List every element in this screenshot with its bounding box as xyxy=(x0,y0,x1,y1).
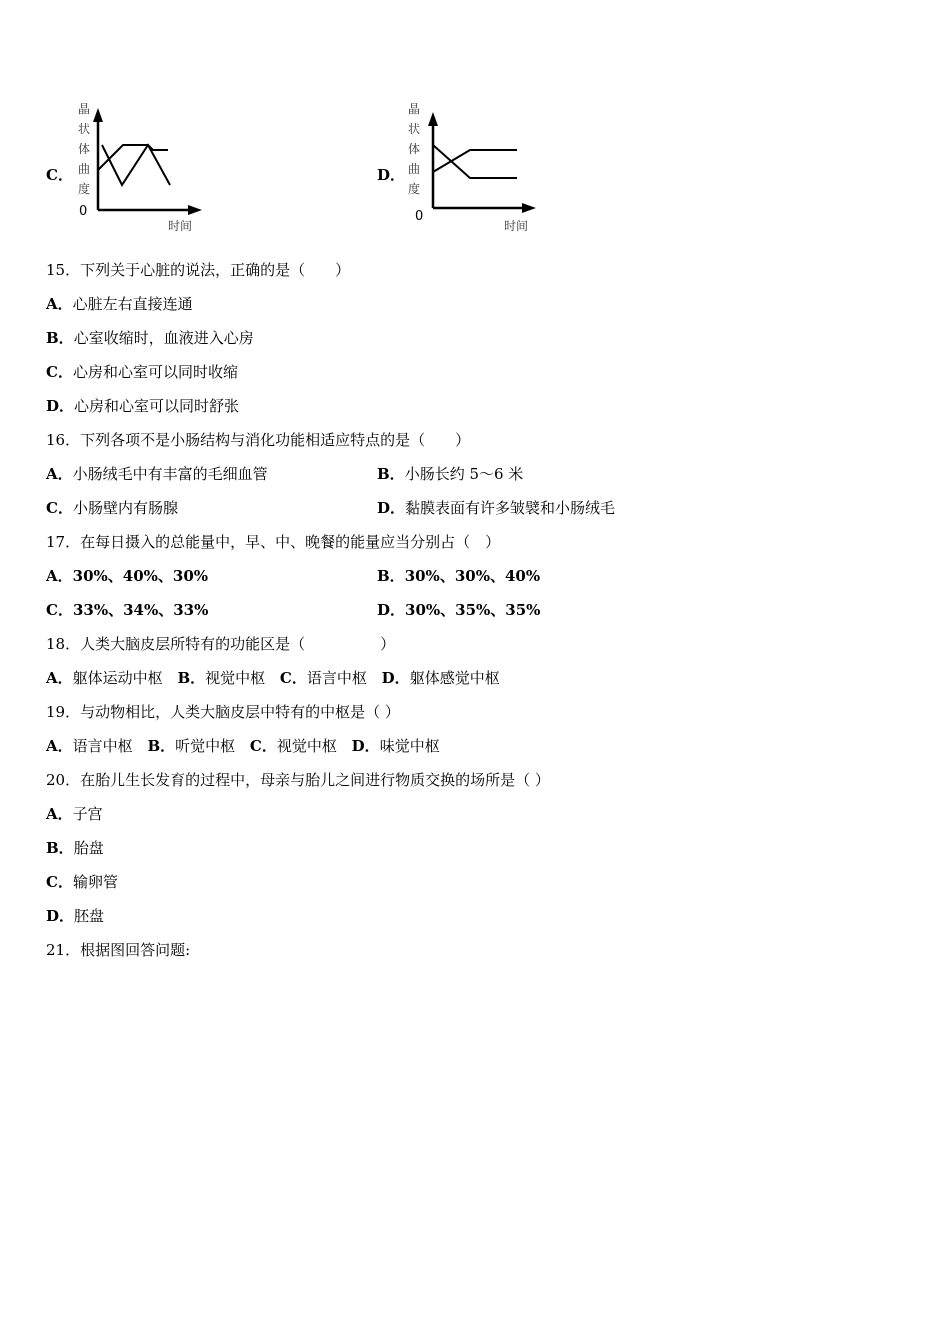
graph-d-origin: 0 xyxy=(415,209,424,224)
q19-option-b-letter: B． xyxy=(147,737,176,755)
q19-options-row xyxy=(46,736,440,756)
q16-option-a[interactable] xyxy=(46,464,268,484)
q16-option-b-letter: B． xyxy=(377,465,405,483)
q20-option-d-text: 胚盘 xyxy=(74,907,105,925)
option-d-label[interactable]: D． xyxy=(377,166,406,184)
q17-option-c[interactable] xyxy=(46,600,208,620)
q16-option-d-letter: D． xyxy=(377,499,406,517)
graph-d-ylabel-4: 曲 xyxy=(408,162,421,176)
q15-option-d[interactable] xyxy=(46,396,239,416)
q20-option-a-text: 子宫 xyxy=(72,805,103,823)
question-15-stem: 15．下列关于心脏的说法，正确的是（ ） xyxy=(46,261,351,279)
q17-option-b-letter: B． xyxy=(377,567,405,585)
q18-option-a-text: 躯体运动中枢 xyxy=(72,669,163,687)
graph-d-x-arrow xyxy=(522,203,536,213)
q15-option-a-letter: A． xyxy=(46,295,73,313)
q15-option-b[interactable] xyxy=(46,328,254,348)
question-16-stem: 16．下列各项不是小肠结构与消化功能相适应特点的是（ ） xyxy=(46,431,471,449)
q16-option-d[interactable] xyxy=(377,498,615,518)
q19-option-b[interactable] xyxy=(147,737,235,755)
q18-option-d-text: 躯体感觉中枢 xyxy=(409,669,500,687)
q20-option-a[interactable] xyxy=(46,804,103,824)
q20-option-b[interactable] xyxy=(46,838,104,858)
q19-option-b-text: 听觉中枢 xyxy=(175,737,236,755)
q18-option-d[interactable] xyxy=(382,669,500,687)
q16-option-d-text: 黏膜表面有许多皱襞和小肠绒毛 xyxy=(405,499,616,517)
q15-option-b-text: 心室收缩时，血液进入心房 xyxy=(73,329,254,347)
q16-option-c-text: 小肠壁内有肠腺 xyxy=(72,499,178,517)
q17-option-d[interactable] xyxy=(377,600,540,620)
graph-d-y-arrow xyxy=(428,112,438,126)
question-20-stem: 20．在胎儿生长发育的过程中，母亲与胎儿之间进行物质交换的场所是（ ） xyxy=(46,771,550,789)
q16-option-b[interactable] xyxy=(377,464,523,484)
q17-option-b-text: 30%、30%、40% xyxy=(404,567,541,585)
graph-c-ylabel-3: 体 xyxy=(78,142,91,156)
q17-option-c-letter: C． xyxy=(46,601,73,619)
q20-option-c[interactable] xyxy=(46,872,118,892)
q16-option-a-text: 小肠绒毛中有丰富的毛细血管 xyxy=(72,465,268,483)
q18-option-a[interactable] xyxy=(46,669,163,687)
q16-option-b-text: 小肠长约 5～6 米 xyxy=(404,465,524,483)
graph-c-ylabel-1: 晶 xyxy=(78,102,91,116)
graph-c-origin: 0 xyxy=(79,204,88,219)
q16-option-c-letter: C． xyxy=(46,499,73,517)
q18-option-c[interactable] xyxy=(280,669,367,687)
q17-option-b[interactable] xyxy=(377,566,540,586)
lens-curvature-graph-d xyxy=(404,98,544,238)
q15-option-d-text: 心房和心室可以同时舒张 xyxy=(74,397,240,415)
q16-option-a-letter: A． xyxy=(46,465,73,483)
q20-option-a-letter: A． xyxy=(46,805,73,823)
graph-d-ylabel-5: 度 xyxy=(408,182,421,196)
q18-option-c-text: 语言中枢 xyxy=(306,669,367,687)
graph-c-ylabel-2: 状 xyxy=(78,122,91,136)
q18-option-b-letter: B． xyxy=(177,669,206,687)
graph-d-ylabel-3: 体 xyxy=(408,142,421,156)
q16-option-c[interactable] xyxy=(46,498,178,518)
q19-option-d-letter: D． xyxy=(351,737,380,755)
lens-curvature-graph-c xyxy=(72,98,208,238)
graph-d-ylabel-1: 晶 xyxy=(408,102,421,116)
q20-option-d-letter: D． xyxy=(46,907,75,925)
graph-c-ylabel-5: 度 xyxy=(78,182,91,196)
q15-option-a[interactable] xyxy=(46,294,193,314)
q20-option-c-letter: C． xyxy=(46,873,73,891)
q20-option-b-letter: B． xyxy=(46,839,74,857)
graph-c-ylabel-4: 曲 xyxy=(78,162,91,176)
q19-option-a-letter: A． xyxy=(46,737,73,755)
q15-option-c[interactable] xyxy=(46,362,238,382)
q19-option-a-text: 语言中枢 xyxy=(72,737,133,755)
graph-c-y-arrow xyxy=(93,108,103,122)
graph-d-ylabel-2: 状 xyxy=(408,122,421,136)
q18-option-d-letter: D． xyxy=(381,669,410,687)
q17-option-d-letter: D． xyxy=(377,601,406,619)
q17-option-a-text: 30%、40%、30% xyxy=(72,567,209,585)
option-c-label[interactable]: C． xyxy=(46,166,73,184)
q15-option-b-letter: B． xyxy=(46,329,74,347)
q17-option-c-text: 33%、34%、33% xyxy=(72,601,209,619)
q19-option-c-letter: C． xyxy=(249,737,277,755)
q19-option-d-text: 味觉中枢 xyxy=(379,737,440,755)
question-19-stem: 19．与动物相比，人类大脑皮层中特有的中枢是（ ） xyxy=(46,703,400,721)
q17-option-d-text: 30%、35%、35% xyxy=(405,601,541,619)
q18-option-a-letter: A． xyxy=(46,669,73,687)
graph-d-xlabel: 时间 xyxy=(504,219,529,233)
q15-option-c-text: 心房和心室可以同时收缩 xyxy=(72,363,238,381)
question-18-stem: 18．人类大脑皮层所特有的功能区是（ ） xyxy=(46,635,396,653)
q18-option-b-text: 视觉中枢 xyxy=(205,669,266,687)
q20-option-d[interactable] xyxy=(46,906,104,926)
graph-c-x-arrow xyxy=(188,205,202,215)
graph-d-curve-2 xyxy=(433,150,517,172)
q15-option-a-text: 心脏左右直接连通 xyxy=(72,295,193,313)
q18-option-c-letter: C． xyxy=(279,669,307,687)
q17-option-a[interactable] xyxy=(46,566,208,586)
q20-option-c-text: 输卵管 xyxy=(72,873,118,891)
graph-c-xlabel: 时间 xyxy=(168,219,193,233)
question-21-stem: 21．根据图回答问题: xyxy=(46,941,191,959)
q15-option-d-letter: D． xyxy=(46,397,75,415)
q18-options-row xyxy=(46,668,500,688)
q15-option-c-letter: C． xyxy=(46,363,73,381)
q17-option-a-letter: A． xyxy=(46,567,73,585)
q19-option-c[interactable] xyxy=(250,737,337,755)
q20-option-b-text: 胎盘 xyxy=(73,839,104,857)
q19-option-c-text: 视觉中枢 xyxy=(276,737,337,755)
q19-option-a[interactable] xyxy=(46,737,133,755)
q18-option-b[interactable] xyxy=(177,669,265,687)
question-17-stem: 17．在每日摄入的总能量中，早、中、晚餐的能量应当分别占（ ） xyxy=(46,533,501,551)
q19-option-d[interactable] xyxy=(352,737,440,755)
